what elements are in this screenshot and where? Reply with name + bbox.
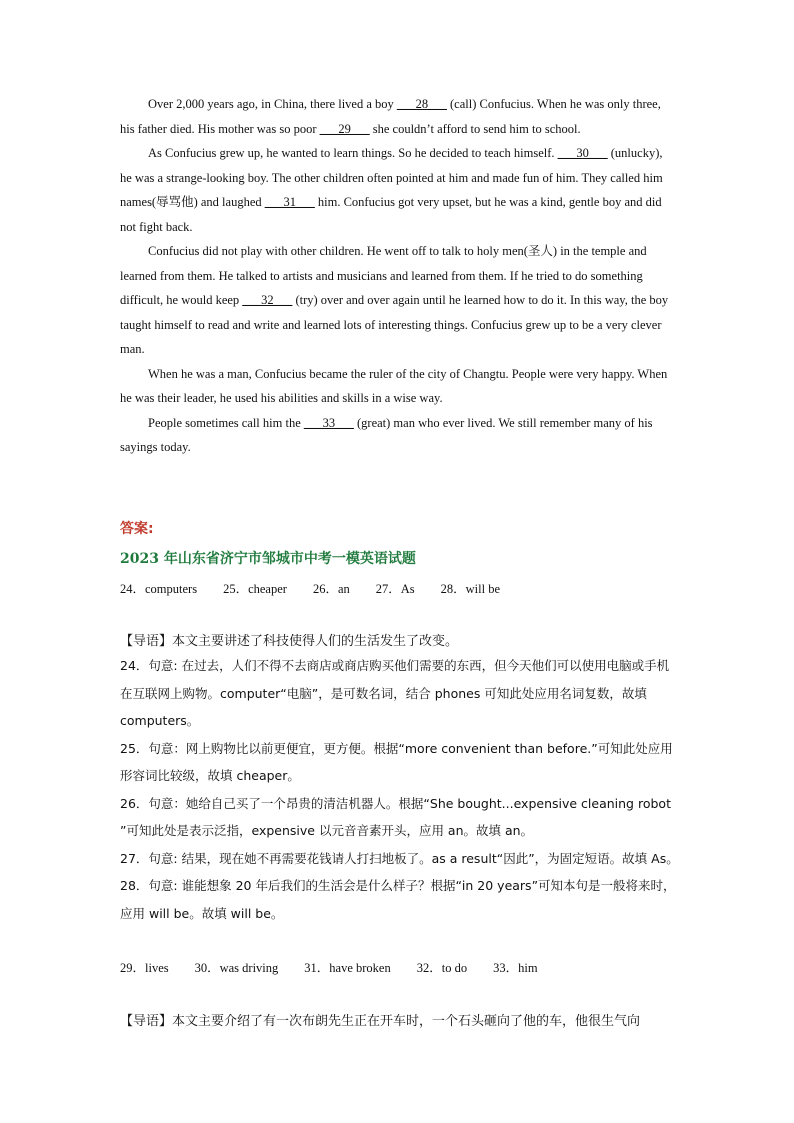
blank-32: ___32___	[242, 293, 293, 307]
answer-item: 26．an	[312, 582, 350, 596]
passage-text: (great) man who ever lived. We still remember many of his sayings today.	[120, 415, 653, 454]
explanation-27: 27．句意: 结果，现在她不再需要花钱请人打扫地板了。as a result“因此”，为固定短语。故填 As。	[120, 850, 679, 866]
answer-item: 25．cheaper	[223, 582, 287, 596]
passage-paragraph-3	[120, 239, 670, 362]
answer-item: 33．him	[493, 961, 538, 975]
explanation-26: 26．句意：她给自己买了一个昂贵的清洁机器人。根据“She bought...expensive cleaning robot ”可知此处是表示泛指，expensive 以元音音素开头，应用 an。故填 an。	[120, 795, 671, 838]
explanation-25: 25．句意：网上购物比以前更便宜，更方便。根据“more convenient than before.”可知此处应用形容词比较级，故填 cheaper。	[120, 740, 673, 783]
answer-row-1	[120, 579, 500, 597]
blank-29: ___29___	[319, 121, 370, 136]
answer-item: 31．have broken	[304, 961, 391, 975]
blank-30: ___30___	[557, 146, 608, 160]
passage-paragraph-5	[120, 411, 670, 460]
answer-item: 29．lives	[120, 961, 169, 975]
cloze-passage	[120, 92, 670, 460]
explanation-24: 24．句意: 在过去，人们不得不去商店或商店购买他们需要的东西，但今天他们可以使用电脑或手机在互联网上购物。computer“电脑”，是可数名词，结合 phones 可知此处应用名词复数，故填 computers。	[120, 658, 670, 728]
passage-text: As Confucius grew up, he wanted to learn things. So he decided to teach himself.	[148, 146, 558, 160]
answer-row-2	[120, 958, 538, 976]
passage-text: (unlucky), he was a strange-looking boy. The other children often pointed at him and made fun of him. They called him names(辱骂他) and laughed	[120, 146, 663, 209]
guide-intro-2: 【导语】本文主要介绍了有一次布朗先生正在开车时，一个石头砸向了他的车，他很生气向	[120, 1014, 641, 1029]
explanations-1	[120, 652, 680, 927]
blank-28: ___28___	[396, 97, 447, 111]
exam-title: 2023 年山东省济宁市邹城市中考一模英语试题	[120, 551, 416, 567]
passage-text: People sometimes call him the	[148, 415, 304, 430]
guide-intro-1: 【导语】本文主要讲述了科技使得人们的生活发生了改变。	[120, 634, 459, 649]
passage-paragraph-4: When he was a man, Confucius became the ruler of the city of Changtu. People were very happy. When he was their leader, he used his abilities and skills in a wise way.	[120, 366, 668, 405]
passage-text: him. Confucius got very upset, but he was a kind, gentle boy and did not fight back.	[120, 195, 662, 234]
blank-31: ___31___	[264, 195, 315, 209]
answer-item: 24．computers	[120, 582, 198, 596]
passage-paragraph-1	[120, 92, 670, 141]
answer-item: 27．As	[375, 582, 415, 596]
answer-item: 30．was driving	[194, 961, 279, 975]
explanation-28: 28．句意: 谁能想象 20 年后我们的生活会是什么样子？根据“in 20 years”可知本句是一般将来时，应用 will be。故填 will be。	[120, 878, 676, 921]
answer-item: 28．will be	[440, 582, 501, 596]
passage-text: Confucius did not play with other children. He went off to talk to holy men(圣人) in the temple and learned from them. He talked to artists and musicians and learned from them. If he tried to do something difficult, he would keep	[120, 244, 647, 307]
passage-paragraph-2	[120, 141, 670, 239]
passage-text: (call) Confucius. When he was only three, his father died. His mother was so poor	[120, 97, 661, 136]
answer-item: 32．to do	[416, 961, 468, 975]
blank-33: ___33___	[303, 415, 354, 430]
passage-text: (try) over and over again until he learned how to do it. In this way, the boy taught himself to read and write and learned lots of interesting things. Confucius grew up to be a very clever man.	[120, 293, 669, 356]
passage-text: she couldn’t afford to send him to school.	[369, 121, 581, 136]
passage-text: Over 2,000 years ago, in China, there lived a boy	[148, 97, 397, 111]
answer-label: 答案:	[120, 521, 154, 537]
